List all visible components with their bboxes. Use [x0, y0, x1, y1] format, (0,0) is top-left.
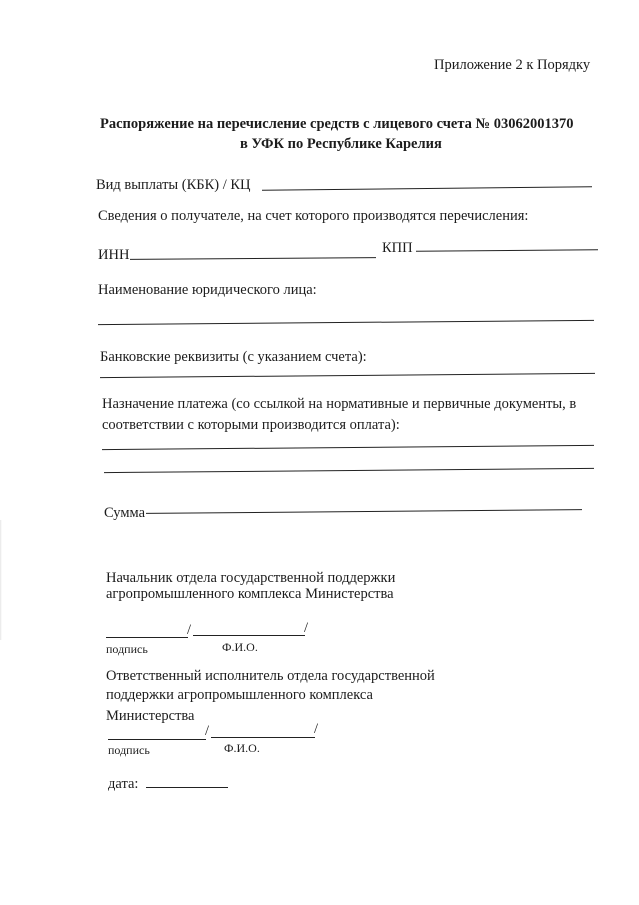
- legal-name-label: Наименование юридического лица:: [98, 282, 317, 298]
- executor-slash-2: /: [314, 721, 319, 737]
- head-signature-caption: подпись: [106, 642, 148, 656]
- legal-name-field[interactable]: [98, 320, 594, 325]
- scan-edge: [0, 520, 2, 640]
- payment-type-label: Вид выплаты (КБК) / КЦ: [96, 177, 251, 193]
- executor-signature-caption: подпись: [108, 743, 150, 757]
- recipient-info-label: Сведения о получателе, на счет которого производятся перечисления:: [98, 208, 529, 224]
- head-title-line1: Начальник отдела государственной поддержки: [106, 570, 396, 586]
- amount-field[interactable]: [146, 509, 582, 514]
- document-title-line1: Распоряжение на перечисление средств с лицевого счета № 03062001370: [100, 116, 574, 132]
- executor-title-line2: поддержки агропромышленного комплекса: [106, 687, 373, 703]
- date-field[interactable]: [146, 787, 228, 788]
- bank-details-field[interactable]: [100, 373, 595, 378]
- executor-signature-field[interactable]: [108, 739, 206, 740]
- executor-title-line1: Ответственный исполнитель отдела государственной: [106, 668, 435, 684]
- kpp-label: КПП: [382, 240, 413, 256]
- purpose-field-2[interactable]: [104, 468, 594, 473]
- head-name-caption: Ф.И.О.: [222, 640, 258, 654]
- kpp-field[interactable]: [416, 249, 598, 252]
- purpose-field-1[interactable]: [102, 445, 594, 450]
- executor-title-line3: Министерства: [106, 708, 195, 724]
- head-title-line2: агропромышленного комплекса Министерства: [106, 586, 394, 602]
- inn-label: ИНН: [98, 247, 130, 263]
- head-slash-1: /: [187, 622, 192, 638]
- purpose-label-line2: соответствии с которыми производится оплата):: [102, 417, 400, 433]
- date-label: дата:: [108, 776, 139, 792]
- inn-field[interactable]: [130, 257, 376, 260]
- purpose-label-line1: Назначение платежа (со ссылкой на нормативные и первичные документы, в: [102, 396, 577, 412]
- payment-type-field[interactable]: [262, 186, 592, 190]
- executor-name-caption: Ф.И.О.: [224, 741, 260, 755]
- bank-details-label: Банковские реквизиты (с указанием счета):: [100, 349, 367, 365]
- head-slash-2: /: [304, 620, 309, 636]
- head-signature-field[interactable]: [106, 637, 188, 638]
- head-name-field[interactable]: [193, 635, 305, 636]
- executor-slash-1: /: [205, 723, 210, 739]
- appendix-note: Приложение 2 к Порядку: [434, 57, 591, 73]
- executor-name-field[interactable]: [211, 737, 315, 738]
- document-title-line2: в УФК по Республике Карелия: [240, 136, 442, 152]
- amount-label: Сумма: [104, 505, 146, 521]
